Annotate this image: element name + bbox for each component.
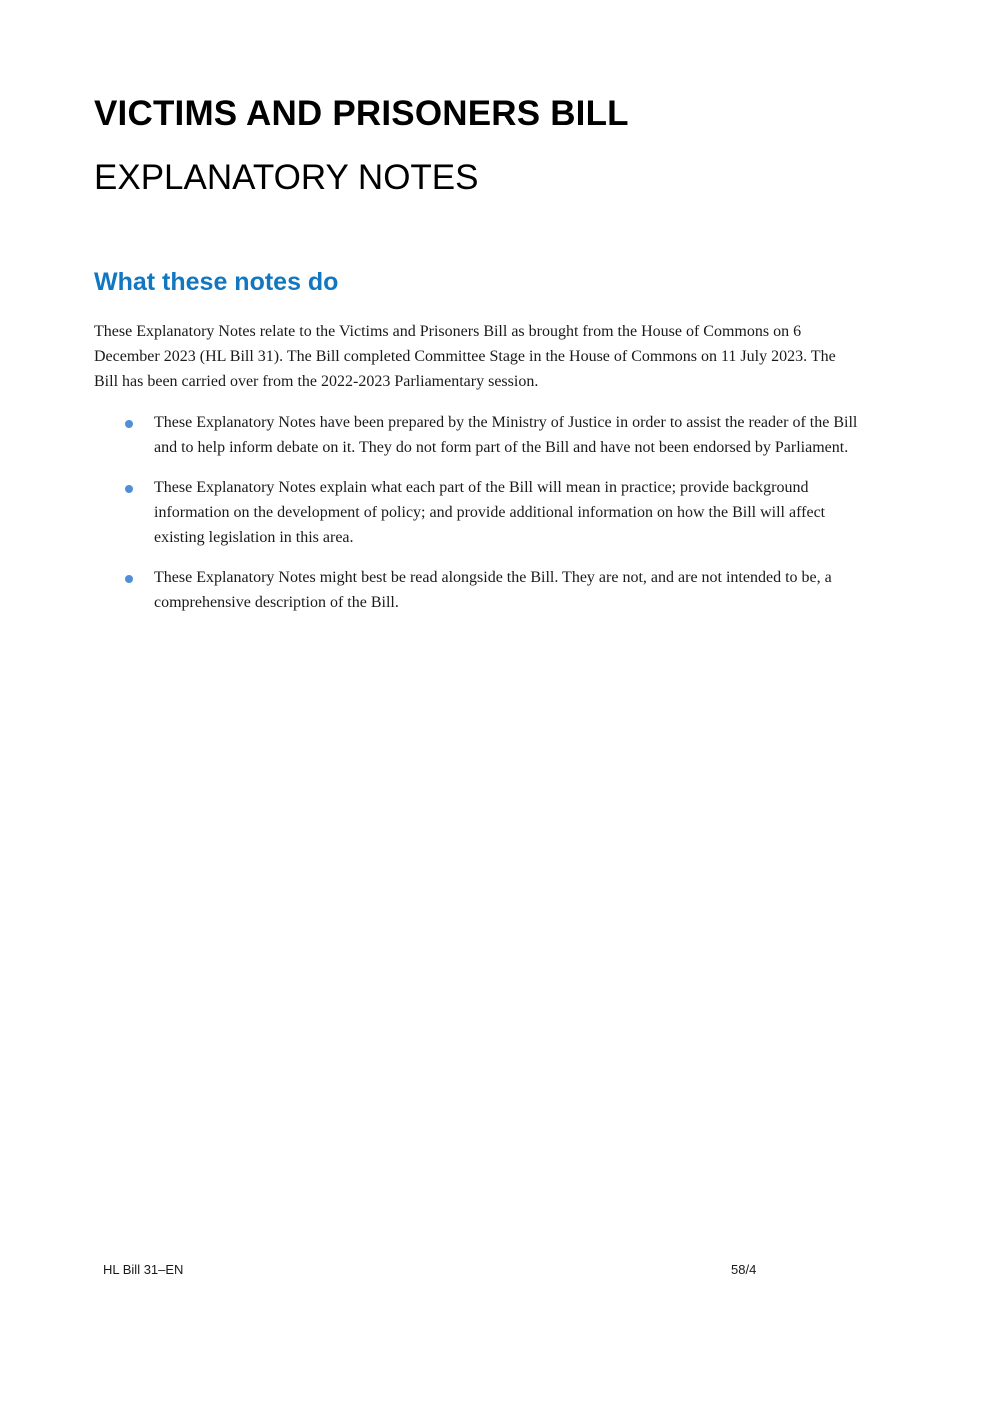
footer-page-number: 58/4 <box>731 1262 757 1277</box>
list-item <box>94 475 864 550</box>
bullet-dot-icon <box>125 485 133 493</box>
bullet-list <box>94 410 864 630</box>
bullet-dot-icon <box>125 575 133 583</box>
document-subtitle: EXPLANATORY NOTES <box>94 158 479 197</box>
intro-paragraph: These Explanatory Notes relate to the Victims and Prisoners Bill as brought from the House of Commons on 6 December 2023 (HL Bill 31). The Bill completed Committee Stage in the House of Commons on 11 July 2023. The Bill has been carried over from the 2022-2023 Parliamentary session. <box>94 323 836 390</box>
document-title: VICTIMS AND PRISONERS BILL <box>94 94 629 133</box>
section-heading: What these notes do <box>94 268 339 296</box>
footer-reference: HL Bill 31–EN <box>103 1262 184 1277</box>
bullet-dot-icon <box>125 420 133 428</box>
bullet-text: These Explanatory Notes might best be read alongside the Bill. They are not, and are not intended to be, a comprehensive description of the Bill. <box>154 569 832 611</box>
list-item <box>94 565 864 615</box>
bullet-text: These Explanatory Notes have been prepared by the Ministry of Justice in order to assist the reader of the Bill and to help inform debate on it. They do not form part of the Bill and have not been endorsed by Parliament. <box>154 414 858 456</box>
bullet-text: These Explanatory Notes explain what each part of the Bill will mean in practice; provide background information on the development of policy; and provide additional information on how the Bill will affect existing legislation in this area. <box>154 479 826 546</box>
list-item <box>94 410 864 460</box>
